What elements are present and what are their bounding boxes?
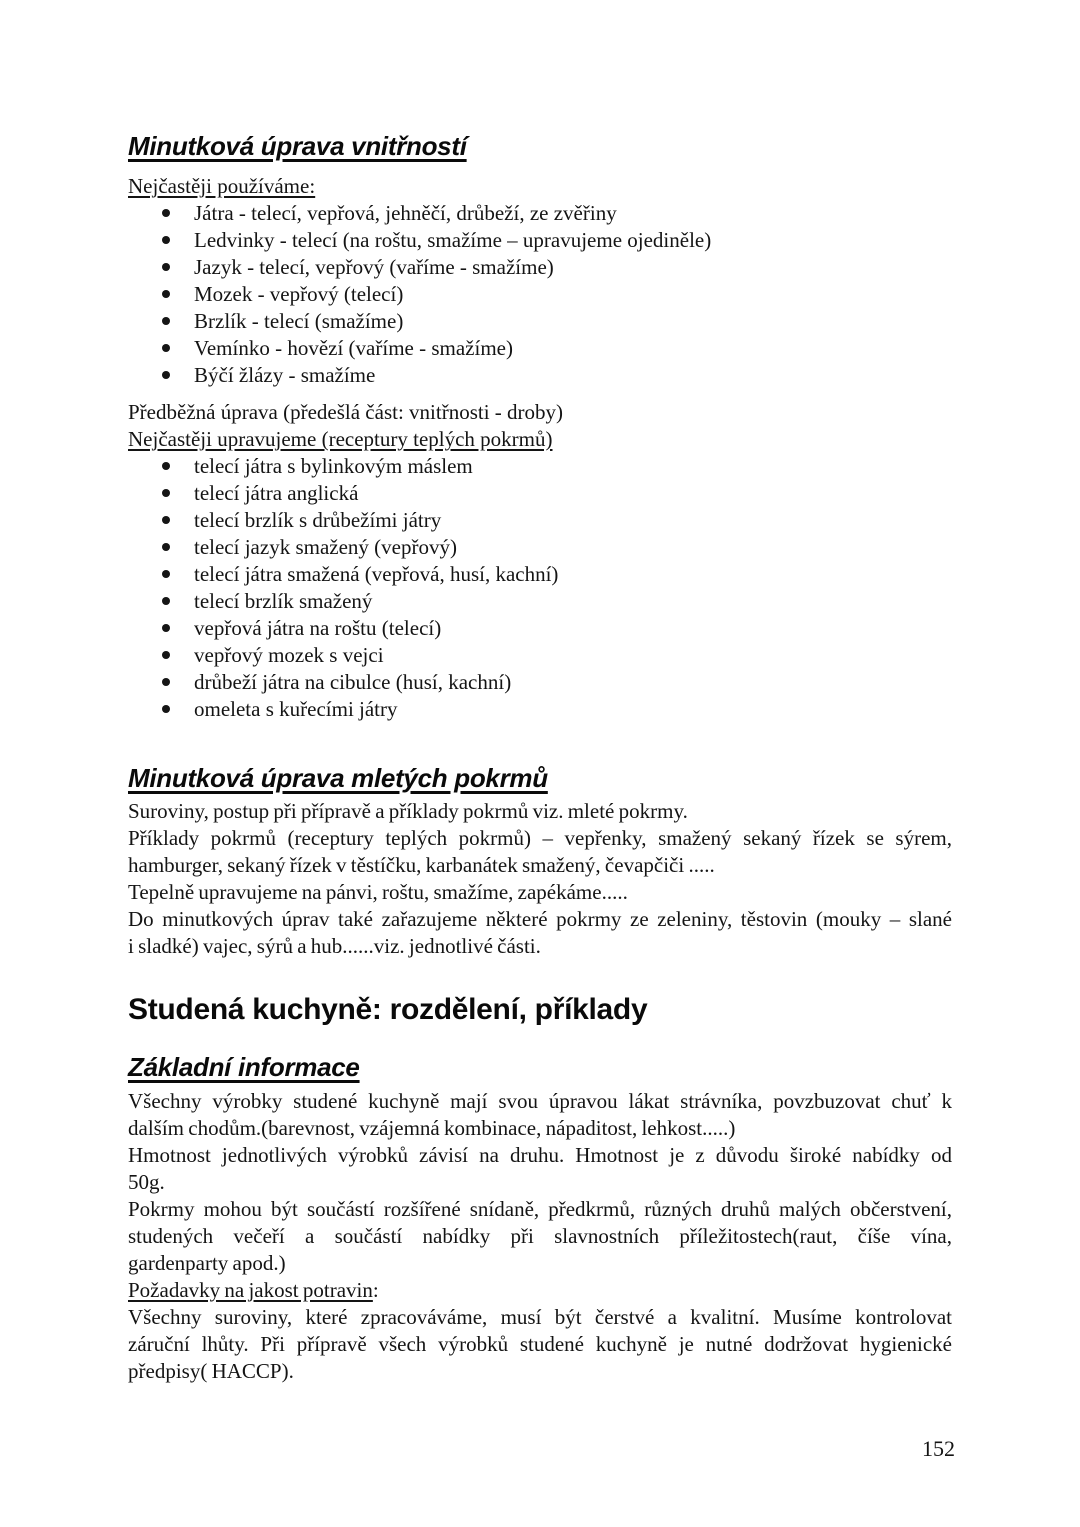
section-title-basic-info: Základní informace — [128, 1052, 360, 1082]
list-item: telecí jazyk smažený (vepřový) — [128, 534, 952, 561]
list-item: telecí brzlík s drůbežími játry — [128, 507, 952, 534]
list-item: Jazyk - telecí, vepřový (vaříme - smažíme) — [128, 254, 952, 281]
section-title-minced: Minutková úprava mletých pokrmů — [128, 763, 548, 793]
text-line: 50g. — [128, 1170, 165, 1194]
text-line: Pokrmy mohou být součástí rozšířené snídaně, předkrmů, různých druhů malých občerstvení, — [128, 1197, 952, 1221]
list-item: omeleta s kuřecími játry — [128, 696, 952, 723]
list-item: Ledvinky - telecí (na roštu, smažíme – upravujeme ojediněle) — [128, 227, 952, 254]
innards-list — [128, 200, 952, 389]
text-line: Hmotnost jednotlivých výrobků závisí na druhu. Hmotnost je z důvodu široké nabídky od — [128, 1143, 952, 1167]
list-item: Játra - telecí, vepřová, jehněčí, drůbeží, ze zvěřiny — [128, 200, 952, 227]
text-line: Do minutkových úprav také zařazujeme některé pokrmy ze zeleniny, těstovin (mouky – slané — [128, 907, 952, 931]
text-line: Tepelně upravujeme na pánvi, roštu, smažíme, zapékáme..... — [128, 880, 628, 904]
text-line: Všechny výrobky studené kuchyně mají svou úpravou lákat strávníka, povzbuzovat chuť k — [128, 1089, 952, 1113]
requirements-label-text: Požadavky na jakost potravin — [128, 1278, 373, 1302]
text-line: Suroviny, postup při přípravě a příklady pokrmů viz. mleté pokrmy. — [128, 799, 688, 823]
text-line: hamburger, sekaný řízek v těstíčku, karbanátek smažený, čevapčiči ..... — [128, 853, 715, 877]
text-line: Příklady pokrmů (receptury teplých pokrmů) – vepřenky, smažený sekaný řízek se sýrem, — [128, 826, 952, 850]
text-line: Všechny suroviny, které zpracováváme, musí být čerstvé a kvalitní. Musíme kontrolovat — [128, 1305, 952, 1329]
list-item: vepřová játra na roštu (telecí) — [128, 615, 952, 642]
section-title-innards: Minutková úprava vnitřností — [128, 131, 467, 161]
text-line: i sladké) vajec, sýrů a hub......viz. jednotlivé části. — [128, 934, 541, 958]
list-item: Brzlík - telecí (smažíme) — [128, 308, 952, 335]
minced-paragraph — [128, 798, 952, 960]
list-item: Býčí žlázy - smažíme — [128, 362, 952, 389]
page-number: 152 — [922, 1436, 955, 1461]
text-line: dalším chodům.(barevnost, vzájemná kombinace, nápaditost, lehkost.....) — [128, 1116, 736, 1140]
recipes-list — [128, 453, 952, 723]
list-item: telecí játra anglická — [128, 480, 952, 507]
cold-kitchen-paragraph — [128, 1088, 952, 1385]
list-item: drůbeží játra na cibulce (husí, kachní) — [128, 669, 952, 696]
text-line: gardenparty apod.) — [128, 1251, 286, 1275]
list-item: telecí játra smažená (vepřová, husí, kachní) — [128, 561, 952, 588]
requirements-label — [128, 1277, 952, 1304]
list-item: vepřový mozek s vejci — [128, 642, 952, 669]
list-item: Mozek - vepřový (telecí) — [128, 281, 952, 308]
text-line: studených večeří a součástí nabídky při slavnostních příležitostech(raut, číše vína, — [128, 1224, 952, 1248]
chapter-title-cold-kitchen: Studená kuchyně: rozdělení, příklady — [128, 993, 648, 1026]
usage-label: Nejčastěji používáme: — [128, 174, 316, 198]
text-line: záruční lhůty. Při přípravě všech výrobků studené kuchyně je nutné dodržovat hygienické — [128, 1332, 952, 1356]
list-item: Vemínko - hovězí (vaříme - smažíme) — [128, 335, 952, 362]
list-item: telecí brzlík smažený — [128, 588, 952, 615]
pretreatment-note: Předběžná úprava (předešlá část: vnitřnosti - droby) — [128, 400, 564, 424]
text-line: předpisy( HACCP). — [128, 1359, 294, 1383]
list-item: telecí játra s bylinkovým máslem — [128, 453, 952, 480]
requirements-label-colon: : — [372, 1278, 379, 1302]
page-content — [128, 130, 952, 1385]
recipes-label: Nejčastěji upravujeme (receptury teplých pokrmů) — [128, 427, 553, 451]
